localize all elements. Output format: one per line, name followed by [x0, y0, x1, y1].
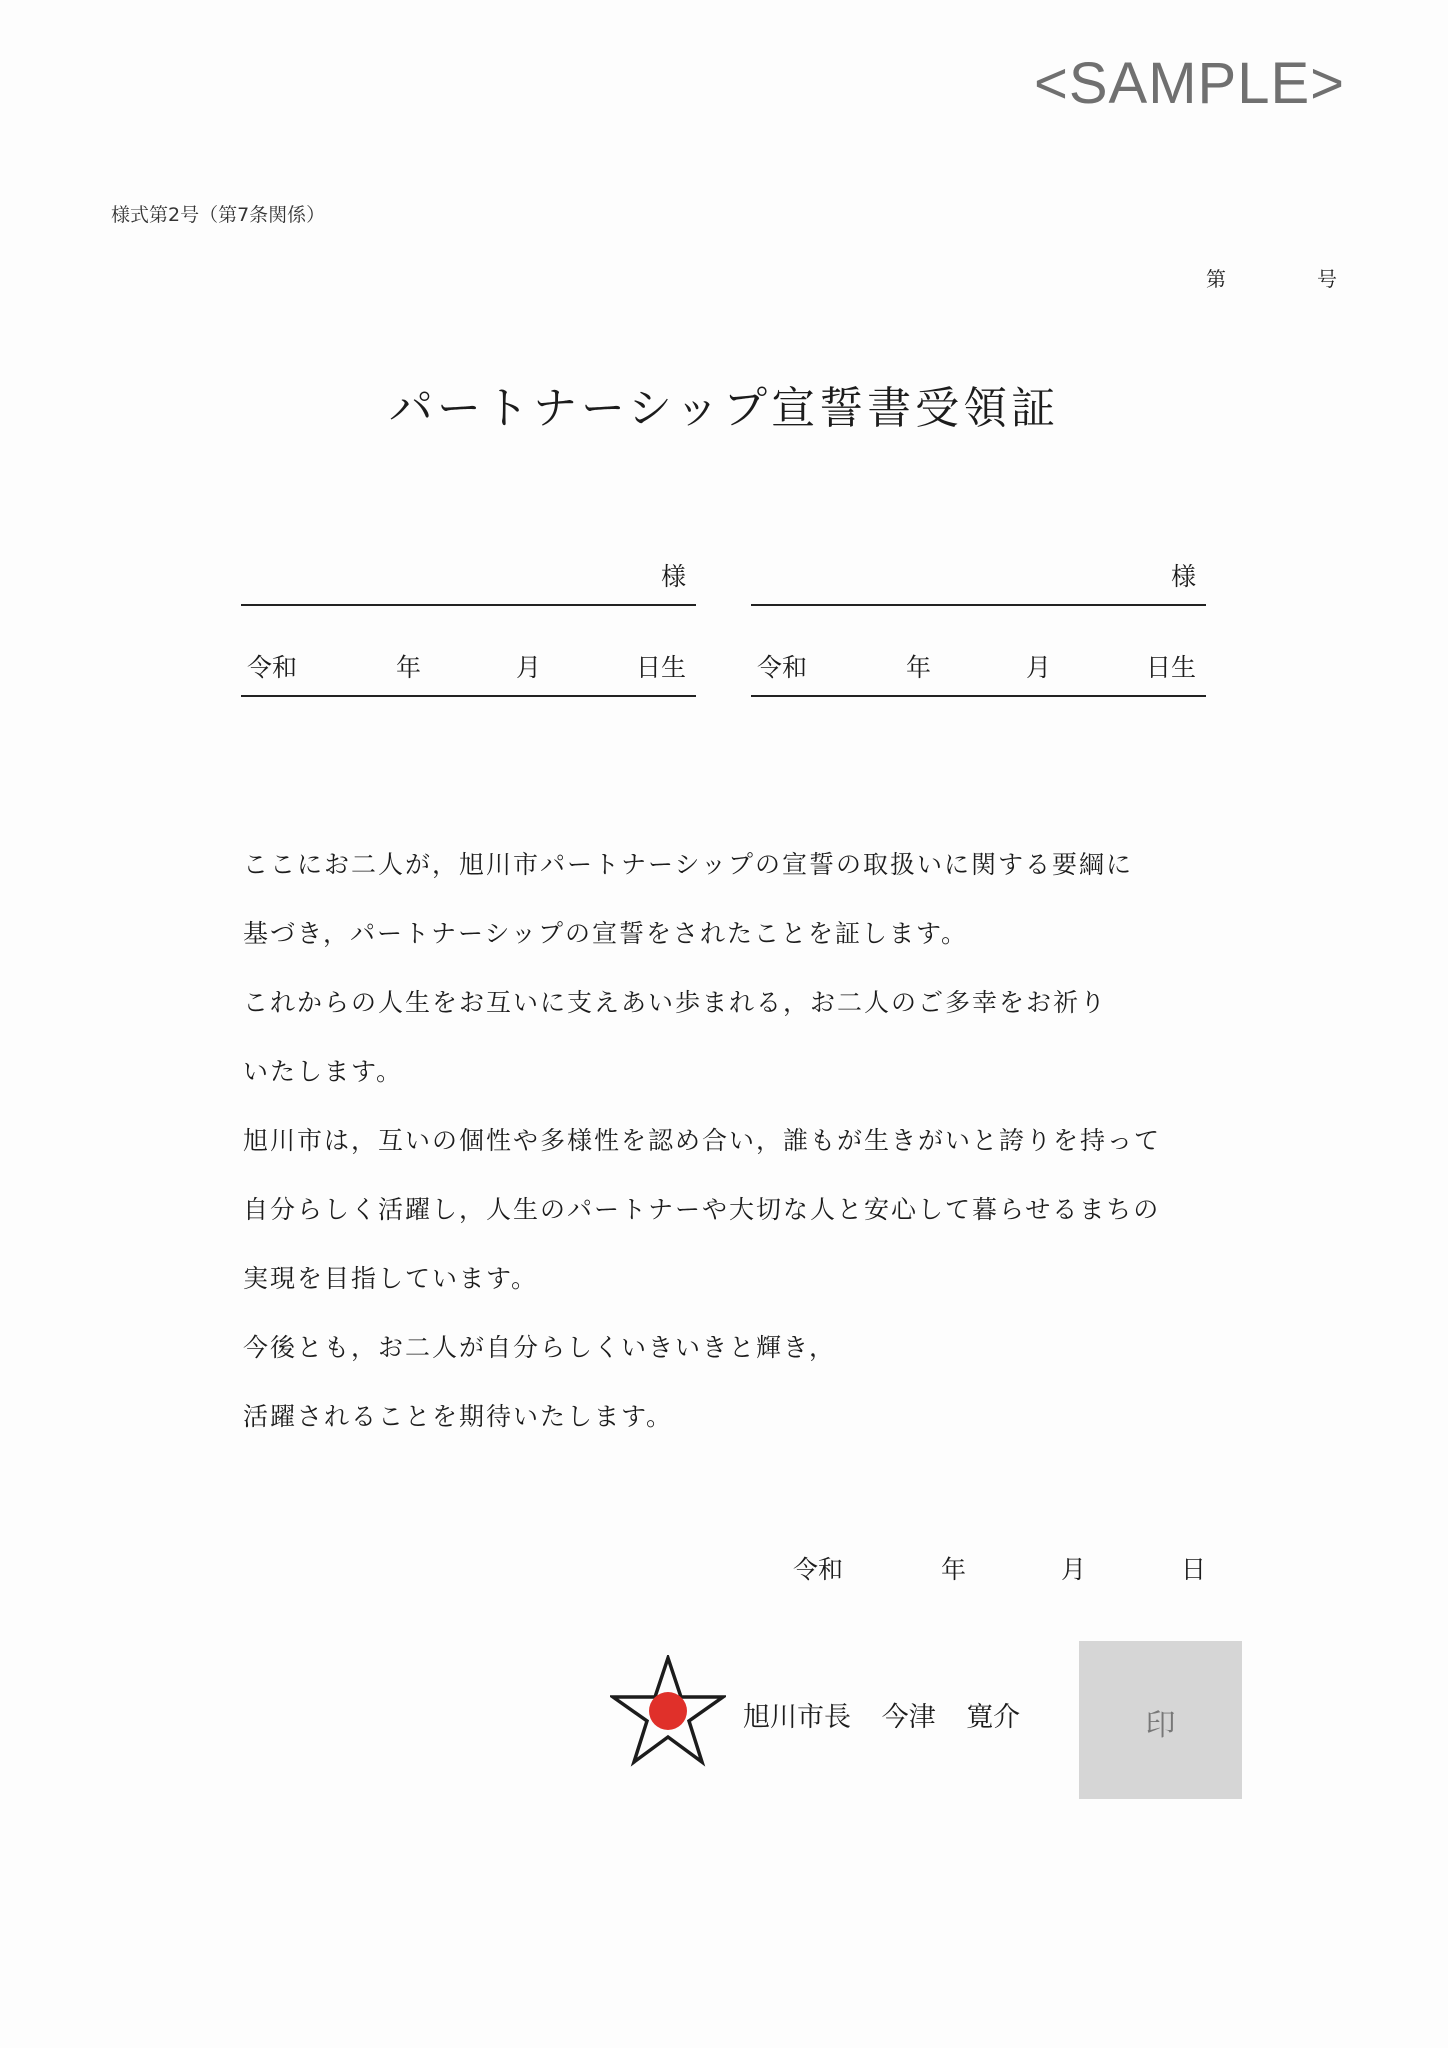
party-right-month: 月 — [1026, 653, 1052, 682]
body-line: ここにお二人が，旭川市パートナーシップの宣誓の取扱いに関する要綱に — [243, 850, 1134, 879]
party-left-birthday: 日生 — [636, 653, 687, 682]
body-line: 活躍されることを期待いたします。 — [243, 1402, 674, 1431]
emblem-red-dot — [649, 1692, 687, 1730]
certificate-number-suffix: 号 — [1317, 267, 1337, 291]
body-line: いたします。 — [243, 1057, 404, 1086]
party-right-birth-line — [751, 695, 1206, 697]
party-left-year: 年 — [396, 653, 422, 682]
party-left-name-line — [241, 604, 696, 606]
document-title: パートナーシップ宣誓書受領証 — [388, 383, 1060, 434]
issue-date-year: 年 — [941, 1555, 967, 1584]
mayor-surname: 今津 — [881, 1702, 936, 1733]
mayor-title: 旭川市長 — [743, 1702, 851, 1733]
issue-date-month: 月 — [1061, 1555, 1087, 1584]
body-line: 自分らしく活躍し，人生のパートナーや大切な人と安心して暮らせるまちの — [243, 1195, 1161, 1224]
issue-date-day: 日 — [1181, 1555, 1207, 1584]
party-left-honorific: 様 — [661, 562, 687, 591]
party-left-birth-line — [241, 695, 696, 697]
body-line: 基づき，パートナーシップの宣誓をされたことを証します。 — [243, 919, 969, 948]
party-left-era: 令和 — [247, 653, 298, 682]
party-right-era: 令和 — [757, 653, 808, 682]
form-number-label: 様式第2号（第7条関係） — [111, 204, 326, 226]
party-right-honorific: 様 — [1171, 562, 1197, 591]
party-right-name-line — [751, 604, 1206, 606]
body-line: これからの人生をお互いに支えあい歩まれる，お二人のご多幸をお祈り — [243, 988, 1108, 1017]
party-right-birthday: 日生 — [1146, 653, 1197, 682]
issue-date-era: 令和 — [793, 1555, 844, 1584]
body-line: 旭川市は，互いの個性や多様性を認め合い，誰もが生きがいと誇りを持って — [243, 1126, 1162, 1155]
party-left-month: 月 — [516, 653, 542, 682]
body-line: 実現を目指しています。 — [243, 1264, 539, 1293]
party-right-year: 年 — [906, 653, 932, 682]
body-line: 今後とも，お二人が自分らしくいきいきと輝き， — [243, 1333, 837, 1362]
seal-label: 印 — [1145, 1708, 1176, 1743]
mayor-given-name: 寛介 — [966, 1702, 1021, 1733]
city-emblem-icon — [610, 1655, 726, 1767]
mayor-signature — [743, 1695, 1042, 1734]
certificate-number-prefix: 第 — [1206, 267, 1226, 291]
sample-watermark: <SAMPLE> — [1034, 51, 1346, 116]
